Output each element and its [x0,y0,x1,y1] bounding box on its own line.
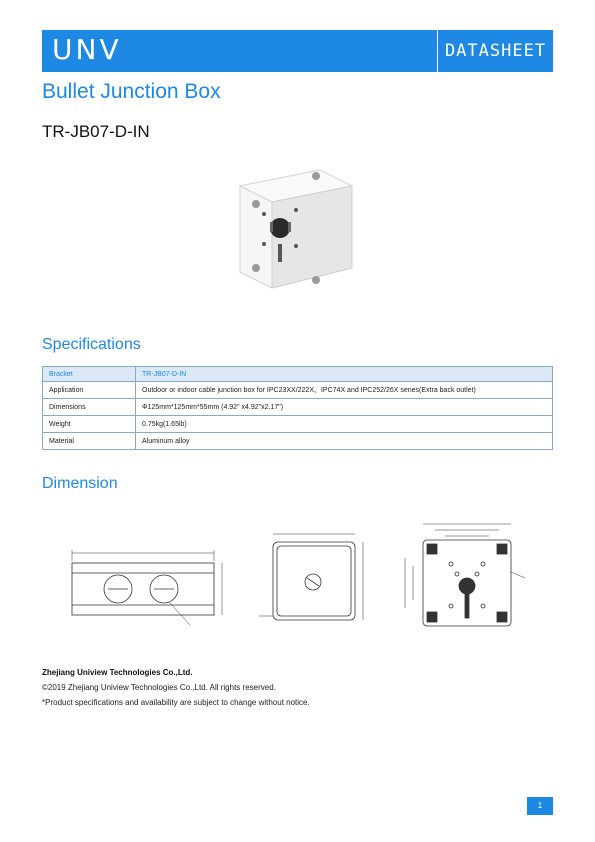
page-title: Bullet Junction Box [42,80,221,103]
table-cell: Φ125mm*125mm*55mm (4.92" x4.92"x2.17") [136,399,553,416]
table-cell: 0.75kg(1.65lb) [136,416,553,433]
specifications-table [42,366,553,450]
dimension-front-view [395,518,535,633]
table-row [43,416,553,433]
table-cell: Material [43,433,136,450]
page-number: 1 [527,797,553,815]
copyright-text: ©2019 Zhejiang Uniview Technologies Co.,Ltd. All rights reserved. [42,683,276,692]
product-image [232,164,358,294]
table-cell: Weight [43,416,136,433]
table-cell: Aluminum alloy [136,433,553,450]
table-cell: Outdoor or indoor cable junction box for IPC23XX/222X、IPC74X and IPC252/26X series(Extra back outlet) [136,382,553,399]
table-row [43,382,553,399]
table-cell: TR-JB07-D-IN [136,367,553,382]
table-header-row [43,367,553,382]
company-name: Zhejiang Uniview Technologies Co.,Ltd. [42,668,193,677]
table-cell: Bracket [43,367,136,382]
unv-logo: UNV [52,33,122,66]
disclaimer-text: *Product specifications and availability are subject to change without notice. [42,698,310,707]
dimension-heading: Dimension [42,475,118,492]
model-number: TR-JB07-D-IN [42,122,150,141]
table-row [43,433,553,450]
specifications-heading: Specifications [42,336,141,353]
table-cell: Dimensions [43,399,136,416]
dimension-top-view [255,528,370,628]
table-cell: Application [43,382,136,399]
dimension-side-view [60,545,230,635]
datasheet-label: DATASHEET [444,41,547,61]
table-row [43,399,553,416]
